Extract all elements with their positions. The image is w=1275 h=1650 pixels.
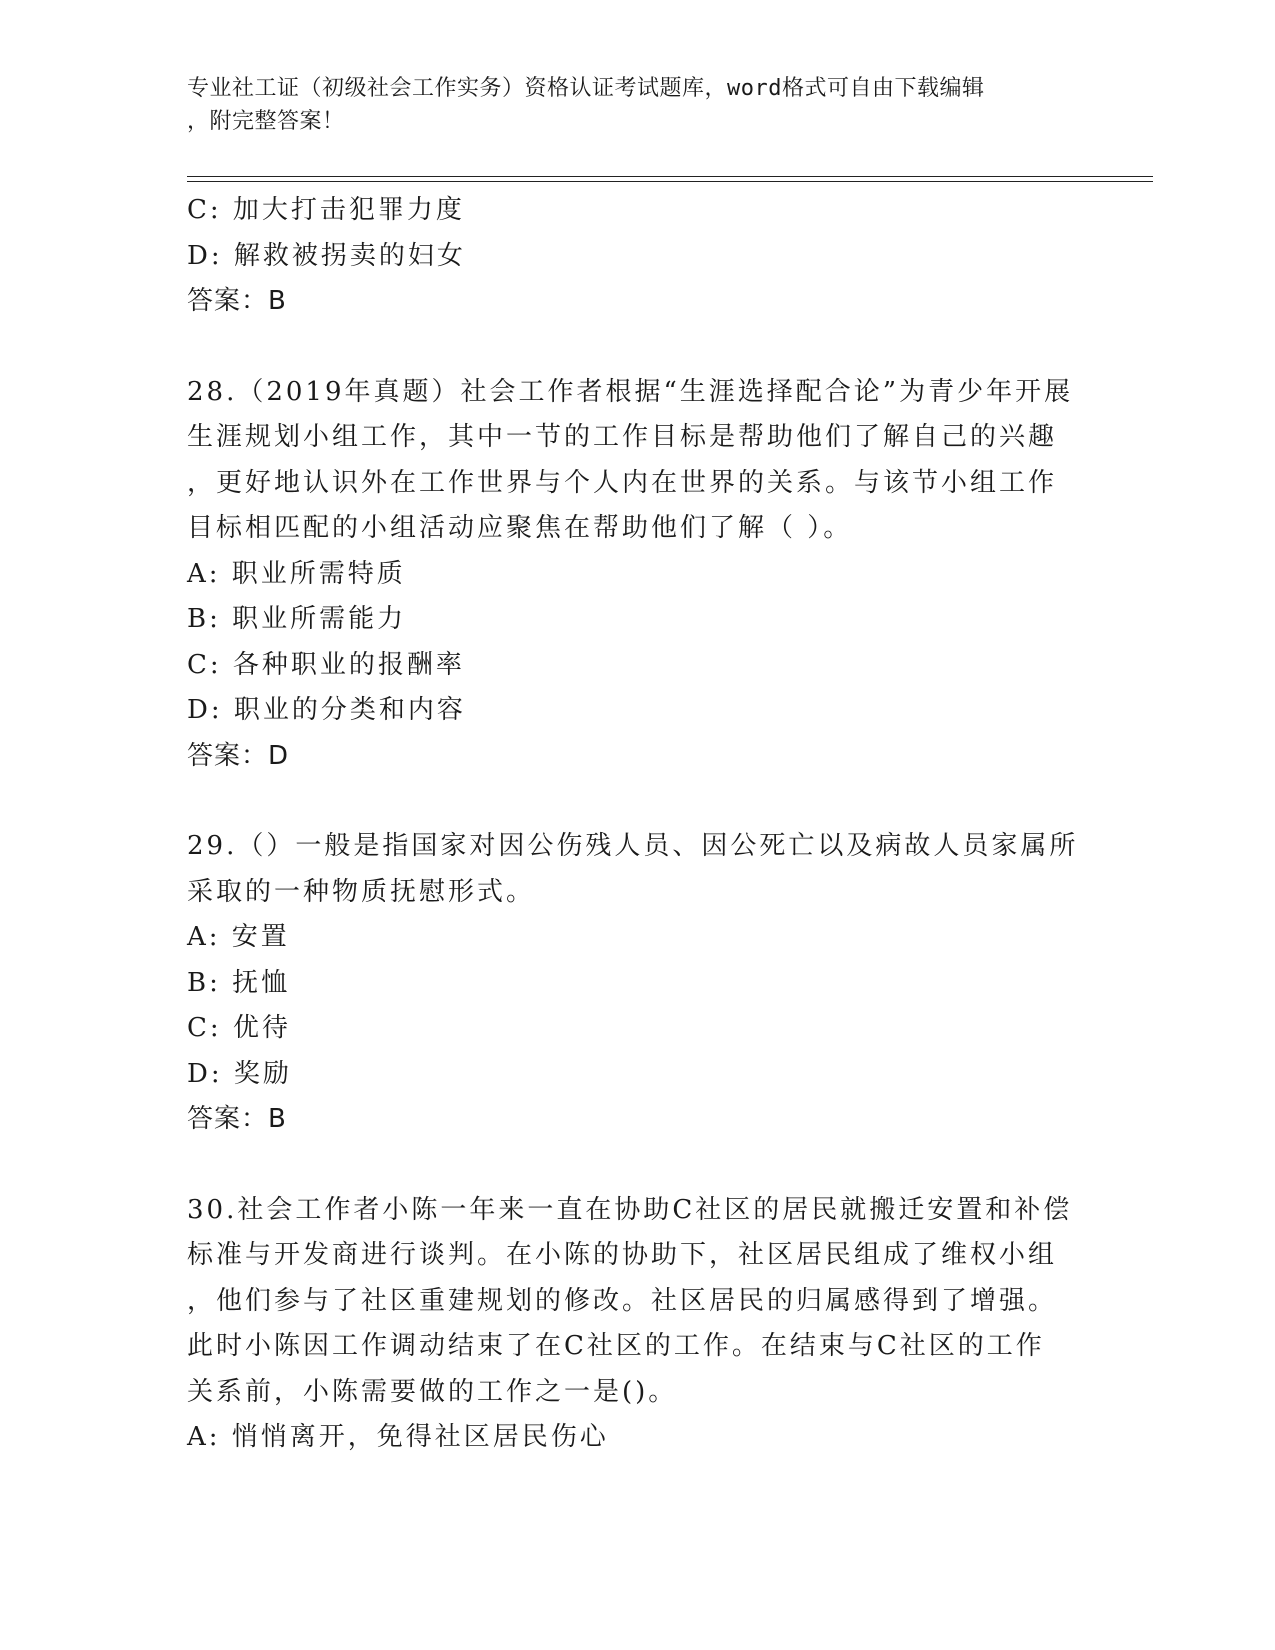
answer-line: 答案：B [187,1104,287,1134]
question-stem-line: 此时小陈因工作调动结束了在C社区的工作。在结束与C社区的工作 [187,1331,1045,1361]
option-b: B: 抚恤 [187,967,291,998]
answer-line: 答案：D [187,740,290,771]
question-stem-line: 30.社会工作者小陈一年来一直在协助C社区的居民就搬迁安置和补偿 [187,1194,1073,1225]
header-divider-top [187,176,1153,177]
option-d: D: 奖励 [187,1058,292,1089]
question-27-tail [187,188,1087,325]
option-a: A: 安置 [187,922,290,952]
question-stem-line: 目标相匹配的小组活动应聚焦在帮助他们了解（ ）。 [187,513,853,543]
answer-line: 答案：B [187,286,287,316]
question-28 [187,370,1087,780]
question-stem-line: ，他们参与了社区重建规划的修改。社区居民的归属感得到了增强。 [187,1285,1058,1316]
question-stem-line: 采取的一种物质抚慰形式。 [187,876,536,907]
option-c: C: 各种职业的报酬率 [187,649,465,680]
option-c: C: 加大打击犯罪力度 [187,195,465,225]
header-line-1: 专业社工证（初级社会工作实务）资格认证考试题库，word格式可自由下载编辑 [187,76,985,101]
question-stem-line: ，更好地认识外在工作世界与个人内在世界的关系。与该节小组工作 [187,467,1058,498]
question-stem-line: 关系前，小陈需要做的工作之一是()。 [187,1376,678,1407]
question-stem-line: 生涯规划小组工作，其中一节的工作目标是帮助他们了解自己的兴趣 [187,422,1058,452]
header-line-2: ，附完整答案！ [187,109,345,134]
spacer [187,1143,1087,1188]
spacer [187,779,1087,824]
option-a: A: 悄悄离开，免得社区居民伤心 [187,1422,609,1452]
option-d: D: 职业的分类和内容 [187,695,466,725]
question-stem-line: 29.（）一般是指国家对因公伤残人员、因公死亡以及病故人员家属所 [187,831,1079,861]
page-header [187,72,1087,138]
option-b: B: 职业所需能力 [187,604,407,634]
question-stem-line: 28.（2019年真题）社会工作者根据“生涯选择配合论”为青少年开展 [187,376,1074,407]
spacer [187,325,1087,370]
question-29 [187,824,1087,1143]
option-d: D: 解救被拐卖的妇女 [187,240,466,271]
option-c: C: 优待 [187,1013,291,1043]
question-30 [187,1188,1087,1461]
option-a: A: 职业所需特质 [187,558,406,589]
question-stem-line: 标准与开发商进行谈判。在小陈的协助下，社区居民组成了维权小组 [187,1240,1058,1270]
header-divider-bottom [187,181,1153,182]
question-content [187,188,1087,1461]
